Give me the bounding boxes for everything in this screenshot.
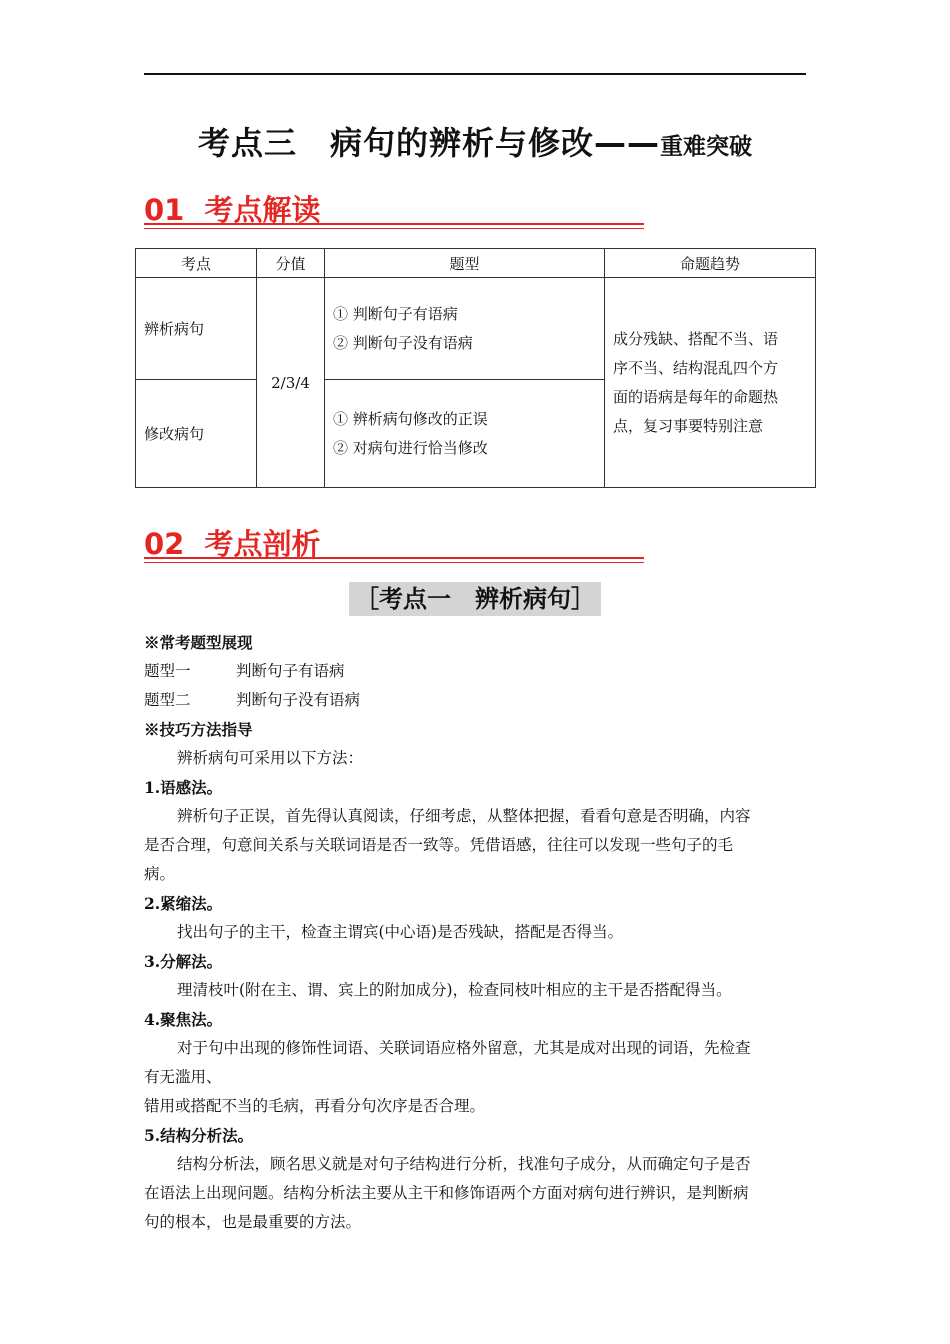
table-header-cell: 考点 <box>136 249 257 278</box>
paragraph-line: 对于句中出现的修饰性词语、关联词语应格外留意，尤其是成对出现的词语，先检查 <box>177 1039 751 1057</box>
table-cell-point: 辨析病句 <box>136 278 257 380</box>
header-rule <box>144 73 806 75</box>
table-row <box>136 278 816 380</box>
paragraph-line: 有无滥用、 <box>144 1068 222 1086</box>
question-type-2 <box>144 686 360 715</box>
method-3-title: 3.分解法。 <box>144 952 223 971</box>
section-rule <box>144 562 644 563</box>
paragraph-line: 是否合理，句意间关系与关联词语是否一致等。凭借语感，往往可以发现一些句子的毛 <box>144 836 734 854</box>
type-item: ② 判断句子没有语病 <box>333 333 473 352</box>
type-item: ② 对病句进行恰当修改 <box>333 438 488 457</box>
table-header-cell: 命题趋势 <box>605 249 816 278</box>
section-heading-2 <box>144 522 644 563</box>
type-label: 题型一 <box>144 662 191 680</box>
page-title <box>0 118 950 164</box>
paragraph-line: 病。 <box>144 865 176 883</box>
method-4-title: 4.聚焦法。 <box>144 1010 223 1029</box>
table-cell-score: 2/3/4 <box>257 278 325 488</box>
exam-point-table <box>135 248 816 488</box>
table-header-cell: 题型 <box>325 249 605 278</box>
subsection-heading <box>349 582 601 616</box>
paragraph-line: 理清枝叶(附在主、谓、宾上的附加成分)，检查同枝叶相应的主干是否搭配得当。 <box>177 981 732 999</box>
type-text: 判断句子有语病 <box>236 662 345 680</box>
table-cell-point: 修改病句 <box>136 380 257 488</box>
paragraph-line: 辨析句子正误，首先得认真阅读，仔细考虑，从整体把握，看看句意是否明确，内容 <box>177 807 751 825</box>
question-type-1 <box>144 657 345 686</box>
table-header-row <box>136 249 816 278</box>
trend-line: 面的语病是每年的命题热 <box>613 387 779 406</box>
trend-line: 序不当、结构混乱四个方 <box>613 358 779 377</box>
section-heading-1 <box>144 188 644 229</box>
method-5-title: 5.结构分析法。 <box>144 1126 254 1145</box>
section-heading-2-text: 02 考点剖析 <box>144 527 321 561</box>
method-1-title: 1.语感法。 <box>144 778 223 797</box>
paragraph-line: 错用或搭配不当的毛病，再看分句次序是否合理。 <box>144 1097 486 1115</box>
common-types-title: ※常考题型展现 <box>144 633 253 652</box>
type-text: 判断句子没有语病 <box>236 691 361 709</box>
table-header-cell: 分值 <box>257 249 325 278</box>
type-label: 题型二 <box>144 691 191 709</box>
type-item: ① 辨析病句修改的正误 <box>333 409 488 428</box>
section-rule <box>144 228 644 229</box>
method-title: ※技巧方法指导 <box>144 720 253 739</box>
page-title-main: 考点三 病句的辨析与修改—— <box>197 124 660 162</box>
page-title-sub: 重难突破 <box>660 133 752 160</box>
type-item: ① 判断句子有语病 <box>333 304 458 323</box>
section-rule <box>144 223 644 225</box>
paragraph-line: 在语法上出现问题。结构分析法主要从主干和修饰语两个方面对病句进行辨识，是判断病 <box>144 1184 749 1202</box>
table-cell-trend <box>605 278 816 488</box>
trend-line: 点，复习事要特别注意 <box>613 416 764 435</box>
method-2-title: 2.紧缩法。 <box>144 894 223 913</box>
paragraph-line: 结构分析法，顾名思义就是对句子结构进行分析，找准句子成分，从而确定句子是否 <box>177 1155 751 1173</box>
section-heading-1-text: 01 考点解读 <box>144 193 321 227</box>
table-cell-types <box>325 380 605 488</box>
paragraph-line: 句的根本，也是最重要的方法。 <box>144 1213 362 1231</box>
method-intro: 辨析病句可采用以下方法： <box>177 749 364 767</box>
paragraph-line: 找出句子的主干，检查主谓宾(中心语)是否残缺，搭配是否得当。 <box>177 923 624 941</box>
trend-line: 成分残缺、搭配不当、语 <box>613 329 779 348</box>
table-cell-types <box>325 278 605 380</box>
subsection-heading-text: ［考点一 辨析病句］ <box>355 585 595 613</box>
section-rule <box>144 557 644 559</box>
